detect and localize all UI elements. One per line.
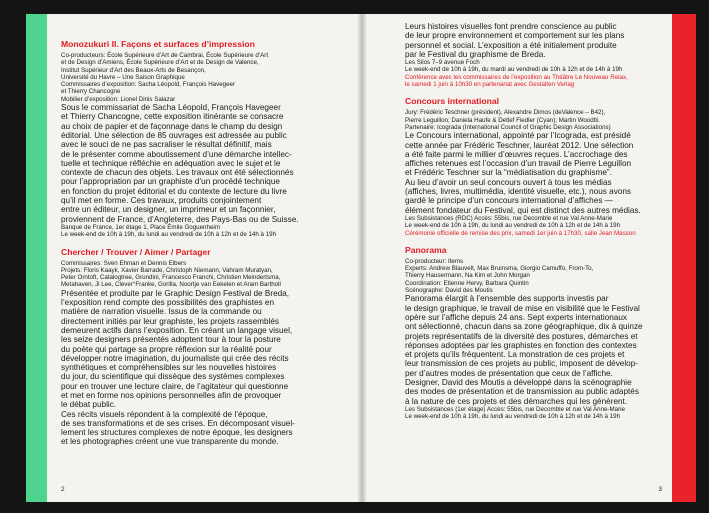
body-line: (affiches, livres, multimédia, identité visuelle, etc.), nous avons bbox=[405, 187, 632, 197]
body-line: directement initiés par leur graphiste, les projets rassemblés bbox=[61, 316, 279, 326]
body-line: opère sur l’affiche depuis 24 ans. Sept experts internationaux bbox=[405, 312, 627, 322]
body-line: projets représentatifs de la diversité des postures, démarches et bbox=[405, 331, 638, 341]
credits-block bbox=[405, 258, 661, 294]
body-line: contexte de chacun des objets. Les travaux ont été sélectionnés bbox=[61, 168, 294, 178]
body-line: pour l’appropriation par un graphiste d’un procédé technique bbox=[61, 177, 280, 187]
section-title: Monozukuri II. Façons et surfaces d’impression bbox=[61, 39, 255, 49]
body-line: Sous le commissariat de Sacha Léopold, François Havegeer bbox=[61, 103, 281, 113]
body-text bbox=[405, 22, 661, 59]
venue-line: Les Subsistances (RDC) Accès: 55bis, rue Decomble et rue Val Anne-Marie bbox=[405, 214, 613, 222]
body-line: de ses transformations et de ses crises. En décomposant visuel- bbox=[61, 418, 295, 428]
body-line: élément fondateur du Festival, qui est distinct des autres médias. bbox=[405, 205, 641, 215]
credit-line: Peter Orntoft, Catalogtree, Grundini, Francesco Franchi, Christien Meindertsma, bbox=[61, 274, 281, 282]
body-line: éditorial. Une sélection de 85 ouvrages est adressée au public bbox=[61, 130, 287, 140]
venue-line: Les Silos 7–9 avenue Foch bbox=[405, 59, 480, 67]
credit-line: Commissaires: Sven Ehman et Dennis Elbers bbox=[61, 259, 187, 267]
body-line: personnel et social. L’exposition a été initialement produite bbox=[405, 40, 617, 50]
body-line: à la nature de ces projets et des démarches qui les génèrent. bbox=[405, 396, 628, 406]
body-line: Présentée et produite par le Graphic Design Festival de Breda, bbox=[61, 288, 290, 298]
credit-line: Co-producteur: Items bbox=[405, 257, 464, 265]
left-column bbox=[61, 39, 353, 455]
credits-block bbox=[405, 109, 661, 131]
body-line: et Thierry Chancogne, cette exposition itinérante se consacre bbox=[61, 112, 284, 122]
credit-line: Projets: Floris Kaayk, Xavier Barrade, Christoph Niemann, Vahram Muratyan, bbox=[61, 266, 273, 274]
body-line: au choix de papier et de façonnage dans le champ du design bbox=[61, 121, 283, 131]
credit-line: et Thierry Chancogne bbox=[61, 88, 121, 96]
credit-line: Coordination: Etienne Hervy, Barbara Quintin bbox=[405, 279, 529, 287]
body-line: per d’autres modes de présentation que ceux de l’affiche. bbox=[405, 368, 613, 378]
body-line: affiches retenues est l’occasion d’un travail de Pierre Leguillon bbox=[405, 159, 632, 169]
body-line: réponses adoptées par les graphistes en fonction des contextes bbox=[405, 340, 637, 350]
venue-line: Les Subsistances (1er étage) Accès: 55bis, rue Decomble et rue Val Anne-Marie bbox=[405, 405, 625, 413]
body-line: le design graphique, le travail de mise en visibilité que le Festival bbox=[405, 303, 640, 313]
section-title: Chercher / Trouver / Aimer / Partager bbox=[61, 246, 211, 257]
body-line: demeurent actifs dans l’exposition. En créant un langage visuel, bbox=[61, 325, 293, 335]
credit-line: Université du Havre – Une Saison Graphique bbox=[61, 73, 185, 81]
body-line: Le Concours international, appointé par l’Icograda, est présidé bbox=[405, 131, 631, 141]
section-concours bbox=[405, 96, 661, 236]
hours-line: Le week-end de 10h à 19h, du lundi au vendredi de 10h à 12h et de 14h à 19h bbox=[405, 413, 621, 421]
body-line: avec le souci de ne pas sacraliser le résultat définitif, mais bbox=[61, 140, 272, 150]
section-chercher bbox=[61, 247, 353, 447]
body-text bbox=[405, 294, 661, 406]
page-number: 3 bbox=[658, 486, 662, 493]
body-line: et les photographes créent une vue transparente du monde. bbox=[61, 437, 279, 447]
credit-line: Partenaire: Icograda (International Council of Graphic Design Associations) bbox=[405, 123, 611, 131]
event-line: Cérémonie officielle de remise des prix, samedi 1er juin à 17h30, salle Jean Masson bbox=[405, 229, 636, 237]
credit-line: Experts: Andrew Blauvelt, Max Bruinsma, Giorgio Camuffo, From-To, bbox=[405, 265, 594, 273]
credit-line: Pierre Leguillon; Daniela Haufe & Detlef Fiedler (Cyan); Martin Woodtli. bbox=[405, 116, 600, 124]
right-page bbox=[362, 14, 696, 502]
body-line: proviennent de France, d’Angleterre, des Pays-Bas ou de Suisse. bbox=[61, 214, 299, 224]
section-title: Concours international bbox=[405, 96, 500, 107]
body-line: leur transmission de ces projets au public, imposent de dévelop- bbox=[405, 359, 639, 369]
credits-block bbox=[61, 52, 353, 103]
body-line: du poète qui partage sa propre réflexion sur la réalité pour bbox=[61, 344, 272, 354]
event-line: Conférence avec les commissaires de l’exposition au Théâtre Le Nouveau Relax, bbox=[405, 73, 628, 81]
body-line: les seize designers présentés adoptent tour à tour la posture bbox=[61, 335, 281, 345]
credit-line: Jury: Frédéric Teschner (président), Alexandre Dimos (deValence – B42), bbox=[405, 109, 606, 117]
page-number: 2 bbox=[61, 486, 65, 493]
venue-line: Banque de France, 1er étage 1, Place Émile Goguenheim bbox=[61, 223, 220, 231]
body-line: entre un éditeur, un designer, un imprimeur et un façonnier, bbox=[61, 205, 276, 215]
section-title: Panorama bbox=[405, 244, 447, 255]
body-line: ont sélectionné, chacun dans sa zone géographique, dix à quinze bbox=[405, 322, 643, 332]
left-page bbox=[26, 14, 362, 502]
body-line: Designer, David des Moutis a développé dans la scénographie bbox=[405, 377, 632, 387]
body-line: gardé le principe d’un concours international d’affiches — bbox=[405, 196, 613, 206]
credit-line: Institut Supérieur d’Art des Beaux-Arts de Besançon, bbox=[61, 66, 206, 74]
credit-line: Metahaven, Ji Lee, Clever°Franke, Gorilla, Noortje van Eekelen et Aram Bartholl bbox=[61, 281, 281, 289]
body-line: Panorama élargit à l’ensemble des supports investis par bbox=[405, 294, 609, 304]
body-line: l’exposition rend compte des possibilités des graphistes en bbox=[61, 298, 274, 308]
credit-line: Thierry Hausermann, Na Kim et John Morgan bbox=[405, 272, 530, 280]
body-line: Ces récits visuels répondent à la complexité de l’époque, bbox=[61, 409, 268, 419]
body-line: de le présenter comme aboutissement d’une démarche intellec- bbox=[61, 149, 292, 159]
section-monozukuri bbox=[61, 39, 353, 239]
body-line: lement les structures complexes de notre époque, les designers bbox=[61, 428, 293, 438]
section-intro-continued bbox=[405, 22, 661, 88]
credits-block bbox=[61, 260, 353, 289]
body-line: le débat public. bbox=[61, 400, 117, 410]
credit-line: Scénographe: David des Moutis bbox=[405, 287, 493, 295]
body-line: Au lieu d’avoir un seul concours ouvert à tous les médias bbox=[405, 177, 612, 187]
credit-line: Co-producteurs: École Supérieure d’Art de Cambrai, École Supérieure d’Art bbox=[61, 52, 269, 59]
body-line: et projets qu’ils fréquentent. La monstration de ces projets et bbox=[405, 350, 625, 360]
event-line: le samedi 1 juin à 10h30 en partenariat avec Gestalten Verlag bbox=[405, 81, 575, 89]
body-line: et Frédéric Teschner sur la “médiatisation du graphisme”. bbox=[405, 168, 612, 178]
body-line: a été faite parmi le millier d’œuvres reçues. L’accrochage des bbox=[405, 149, 628, 159]
hours-line: Le week-end de 10h à 19h, du lundi au vendredi de 10h à 12h et de 14h à 19h bbox=[61, 231, 277, 239]
body-line: en fonction du projet éditorial et du contexte de lecture du livre bbox=[61, 186, 287, 196]
body-line: et met en forme nos opinions personnelles afin de provoquer bbox=[61, 390, 282, 400]
body-text bbox=[61, 103, 353, 224]
body-line: développer notre imagination, du journaliste qui crée des récits bbox=[61, 353, 289, 363]
body-line: du jour, du scientifique qui dissèque des systèmes complexes bbox=[61, 372, 285, 382]
body-line: des modes de présentation et de transmission au public adaptés bbox=[405, 387, 639, 397]
body-text bbox=[405, 131, 661, 215]
body-line: pour en trouver une lecture claire, de l’agitateur qui questionne bbox=[61, 381, 289, 391]
body-line: par le Festival du graphisme de Breda. bbox=[405, 49, 546, 59]
credit-line: Mobilier d’exposition: Lionel Dinis Salazar bbox=[61, 95, 176, 103]
body-line: Leurs histoires visuelles font prendre conscience au public bbox=[405, 22, 617, 31]
body-line: cette année par Frédéric Teschner, lauréat 2012. Une sélection bbox=[405, 140, 634, 150]
section-panorama bbox=[405, 245, 661, 421]
right-column bbox=[405, 22, 661, 428]
body-text bbox=[61, 289, 353, 447]
hours-line: Le week-end de 10h à 19h, du mardi au vendredi de 10h à 12h et de 14h à 19h bbox=[405, 66, 623, 74]
book-gutter bbox=[357, 14, 367, 502]
body-line: tuelle et technique réfléchie en adéquation avec le sujet et le bbox=[61, 158, 281, 168]
body-line: matière de narration visuelle. Issus de la commande ou bbox=[61, 307, 262, 317]
booklet-spread bbox=[26, 14, 696, 502]
red-edge-strip bbox=[672, 14, 696, 502]
body-line: synthétiques et compréhensibles sur les nouvelles histoires bbox=[61, 363, 277, 373]
credit-line: et de Design d’Amiens, École Supérieure d’Art et de Design de Valence, bbox=[61, 59, 259, 67]
green-edge-strip bbox=[26, 14, 47, 502]
credit-line: Commissaires d’exposition: Sacha Léopold, François Havegeer bbox=[61, 81, 236, 89]
hours-line: Le week-end de 10h à 19h, du lundi au vendredi de 10h à 12h et de 14h à 19h bbox=[405, 222, 621, 230]
body-line: qu’il met en forme. Ces travaux, produits conjointement bbox=[61, 196, 262, 206]
body-line: de leur propre environnement et comportement sur les plans bbox=[405, 31, 625, 41]
